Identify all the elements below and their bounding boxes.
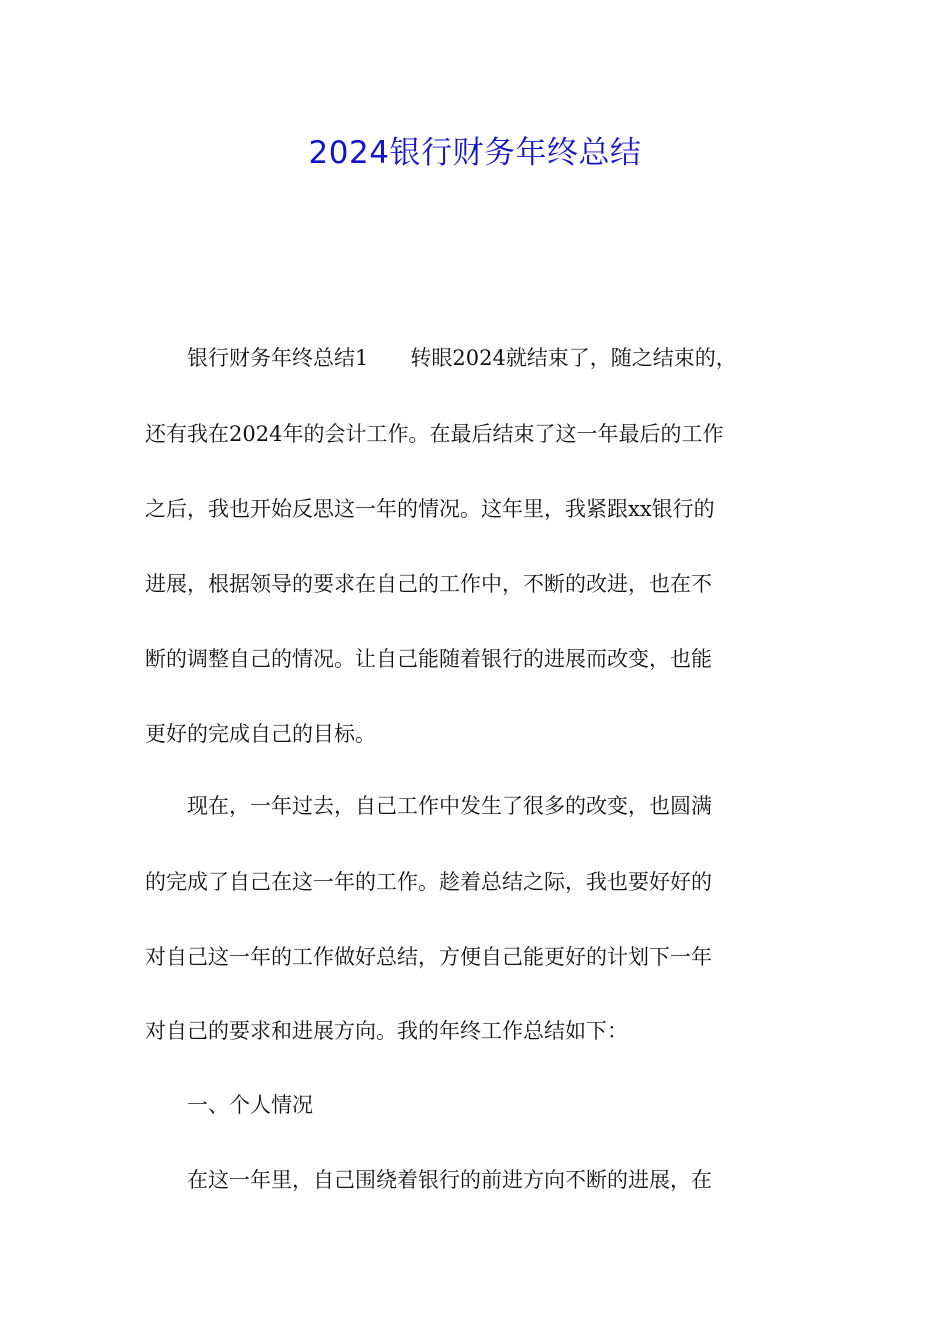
paragraph-line: 对自己的要求和进展方向。我的年终工作总结如下： [145, 1019, 628, 1043]
paragraph-line: 更好的完成自己的目标。 [145, 722, 376, 746]
paragraph-line: 还有我在2024年的会计工作。在最后结束了这一年最后的工作 [145, 422, 724, 446]
paragraph-line: 对自己这一年的工作做好总结，方便自己能更好的计划下一年 [145, 945, 712, 969]
paragraph-line: 银行财务年终总结1 转眼2024就结束了，随之结束的， [145, 346, 737, 370]
section-heading: 一、个人情况 [145, 1093, 313, 1117]
paragraph-line: 在这一年里，自己围绕着银行的前进方向不断的进展，在 [145, 1168, 712, 1192]
paragraph-line: 之后，我也开始反思这一年的情况。这年里，我紧跟xx银行的 [145, 497, 715, 521]
document-title: 2024银行财务年终总结 [308, 135, 642, 171]
paragraph-line: 断的调整自己的情况。让自己能随着银行的进展而改变，也能 [145, 647, 712, 671]
paragraph-line: 进展，根据领导的要求在自己的工作中，不断的改进，也在不 [145, 572, 712, 596]
paragraph-line: 现在，一年过去，自己工作中发生了很多的改变，也圆满 [145, 794, 712, 818]
paragraph-line: 的完成了自己在这一年的工作。趁着总结之际，我也要好好的 [145, 870, 712, 894]
